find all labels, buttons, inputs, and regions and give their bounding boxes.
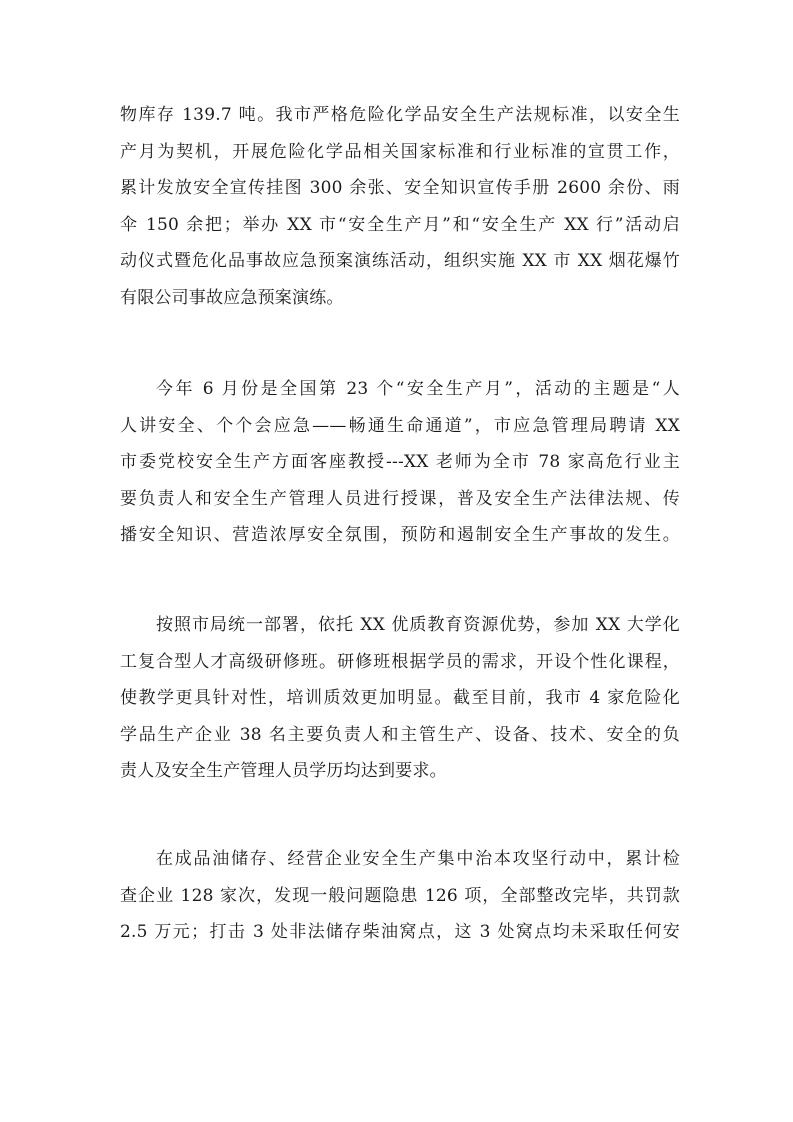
text-line: 动仪式暨危化品事故应急预案演练活动，组织实施 XX 市 XX 烟花爆竹 <box>120 251 680 272</box>
paragraph-2 <box>120 371 680 554</box>
text-line: 2.5 万元；打击 3 处非法储存柴油窝点，这 3 处窝点均未采取任何安 <box>120 922 680 943</box>
text-line: 市委党校安全生产方面客座教授---XX 老师为全市 78 家高危行业主 <box>120 452 680 473</box>
text-line: 要负责人和安全生产管理人员进行授课，普及安全生产法律法规、传 <box>120 488 680 509</box>
text-line: 产月为契机，开展危险化学品相关国家标准和行业标准的宣贯工作， <box>120 141 680 162</box>
text-line: 物库存 139.7 吨。我市严格危险化学品安全生产法规标准，以安全生 <box>120 105 680 125</box>
text-line: 工复合型人才高级研修班。研修班根据学员的需求，开设个性化课程， <box>120 651 680 672</box>
text-line: 使教学更具针对性，培训质效更加明显。截至目前，我市 4 家危险化 <box>120 688 680 709</box>
text-line: 查企业 128 家次，发现一般问题隐患 126 项，全部整改完毕，共罚款 <box>120 885 680 906</box>
text-line: 人讲安全、个个会应急——畅通生命通道”，市应急管理局聘请 XX <box>120 415 680 436</box>
text-line: 有限公司事故应急预案演练。 <box>120 287 344 308</box>
paragraph-3 <box>120 607 680 790</box>
text-line: 学品生产企业 38 名主要负责人和主管生产、设备、技术、安全的负 <box>120 724 680 745</box>
text-line: 播安全知识、营造浓厚安全氛围，预防和遏制安全生产事故的发生。 <box>120 525 680 546</box>
text-line: 伞 150 余把；举办 XX 市“安全生产月”和“安全生产 XX 行”活动启 <box>120 214 680 235</box>
text-line: 今年 6 月份是全国第 23 个“安全生产月”，活动的主题是“人 <box>156 379 680 399</box>
paragraph-4 <box>120 841 680 951</box>
text-line: 在成品油储存、经营企业安全生产集中治本攻坚行动中，累计检 <box>156 849 680 869</box>
paragraph-1 <box>120 97 680 317</box>
text-line: 累计发放安全宣传挂图 300 余张、安全知识宣传手册 2600 余份、雨 <box>120 178 680 199</box>
text-line: 按照市局统一部署，依托 XX 优质教育资源优势，参加 XX 大学化 <box>156 615 680 635</box>
text-line: 责人及安全生产管理人员学历均达到要求。 <box>120 761 447 782</box>
